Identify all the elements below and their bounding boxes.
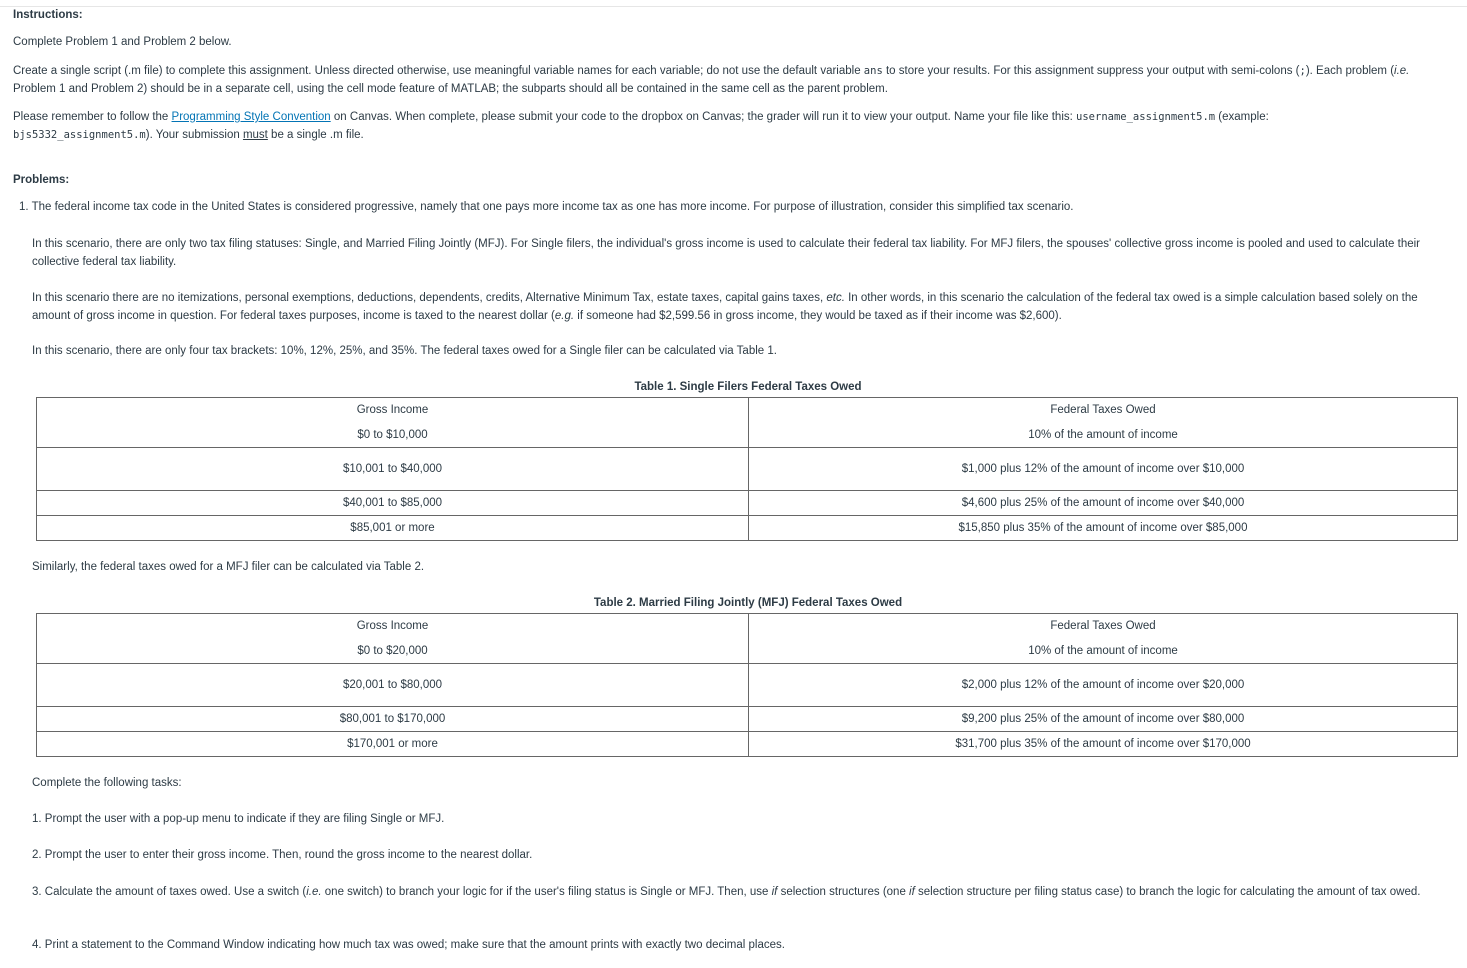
- table-cell: 10% of the amount of income: [749, 423, 1458, 448]
- table-cell: $4,600 plus 25% of the amount of income over $40,000: [749, 491, 1458, 516]
- column-header: Gross Income: [37, 614, 749, 639]
- task-4: 4. Print a statement to the Command Window indicating how much tax was owed; make sure that the amount prints with exactly two decimal places.: [32, 939, 785, 951]
- table-cell: $85,001 or more: [37, 516, 749, 541]
- instructions-paragraph-script: Create a single script (.m file) to complete this assignment. Unless directed otherwise, use meaningful variable names for each variable; do not use the default variable ans to store your results. For this assignment suppress your output with semi-colons (;). Each problem (i.e. Problem 1 and Problem 2) should be in a separate cell, using the cell mode feature of MATLAB; the subparts should all be contained in the same cell as the parent problem.: [13, 65, 1410, 95]
- paragraph-no-itemizations: In this scenario there are no itemizations, personal exemptions, deductions, dependents, credits, Alternative Minimum Tax, estate taxes, capital gains taxes, etc. In other words, in this scenario the calculation of the federal tax owed is a simple calculation based solely on the amount of gross income in question. For federal taxes purposes, income is taxed to the nearest dollar (e.g. if someone had $2,599.56 in gross income, they would be taxed as if their income was $2,600).: [32, 292, 1418, 322]
- table-row: [37, 516, 1458, 541]
- instructions-intro: Complete Problem 1 and Problem 2 below.: [13, 36, 232, 48]
- table-row: [37, 448, 1458, 491]
- top-divider: [0, 0, 1467, 7]
- tasks-heading: Complete the following tasks:: [32, 777, 182, 789]
- table-header-row: [37, 398, 1458, 423]
- column-header: Gross Income: [37, 398, 749, 423]
- table-row: [37, 732, 1458, 757]
- task-1: 1. Prompt the user with a pop-up menu to indicate if they are filing Single or MFJ.: [32, 813, 445, 825]
- table-cell: $31,700 plus 35% of the amount of income over $170,000: [749, 732, 1458, 757]
- table-cell: $2,000 plus 12% of the amount of income over $20,000: [749, 664, 1458, 707]
- table-cell: $20,001 to $80,000: [37, 664, 749, 707]
- table-mfj-filers: [36, 613, 1458, 757]
- style-convention-link[interactable]: Programming Style Convention: [171, 111, 331, 123]
- paragraph-similarly: Similarly, the federal taxes owed for a MFJ filer can be calculated via Table 2.: [32, 561, 425, 573]
- table-cell: $80,001 to $170,000: [37, 707, 749, 732]
- table-row: [37, 664, 1458, 707]
- instructions-heading: Instructions:: [13, 9, 83, 21]
- table-cell: $1,000 plus 12% of the amount of income over $10,000: [749, 448, 1458, 491]
- table-cell: $40,001 to $85,000: [37, 491, 749, 516]
- table-cell: $170,001 or more: [37, 732, 749, 757]
- table-cell: $10,001 to $40,000: [37, 448, 749, 491]
- table-cell: $0 to $10,000: [37, 423, 749, 448]
- code-semicolon: ;: [1299, 65, 1306, 77]
- problems-heading: Problems:: [13, 174, 70, 186]
- table-2-caption: Table 2. Married Filing Jointly (MFJ) Federal Taxes Owed: [593, 597, 903, 609]
- paragraph-tax-brackets: In this scenario, there are only four tax brackets: 10%, 12%, 25%, and 35%. The federal taxes owed for a Single filer can be calculated via Table 1.: [32, 345, 777, 357]
- table-cell: $15,850 plus 35% of the amount of income over $85,000: [749, 516, 1458, 541]
- task-3: 3. Calculate the amount of taxes owed. Use a switch (i.e. one switch) to branch your logic for if the user's filing status is Single or MFJ. Then, use if selection structures (one if selection structure per filing status case) to branch the logic for calculating the amount of tax owed.: [32, 886, 1421, 898]
- task-2: 2. Prompt the user to enter their gross income. Then, round the gross income to the nearest dollar.: [32, 849, 533, 861]
- table-row: [37, 639, 1458, 664]
- table-cell: $9,200 plus 25% of the amount of income over $80,000: [749, 707, 1458, 732]
- column-header: Federal Taxes Owed: [749, 398, 1458, 423]
- paragraph-filing-statuses: In this scenario, there are only two tax filing statuses: Single, and Married Filing Jointly (MFJ). For Single filers, the individual's gross income is used to calculate their federal tax liability. For MFJ filers, the spouses' collective gross income is pooled and used to calculate their collective federal tax liability.: [32, 238, 1420, 268]
- instructions-paragraph-submission: Please remember to follow the Programming Style Convention on Canvas. When complete, please submit your code to the dropbox on Canvas; the grader will run it to view your output. Name your file like this: username_assignment5.m (example: bjs5332_assignment5.m). Your submission must be a single .m file.: [13, 111, 1269, 141]
- column-header: Federal Taxes Owed: [749, 614, 1458, 639]
- table-row: [37, 423, 1458, 448]
- table-header-row: [37, 614, 1458, 639]
- table-1-caption: Table 1. Single Filers Federal Taxes Owed: [634, 381, 862, 393]
- table-single-filers: [36, 397, 1458, 541]
- code-filename: username_assignment5.m: [1076, 111, 1216, 123]
- code-example: bjs5332_assignment5.m: [13, 129, 146, 141]
- code-ans: ans: [863, 65, 883, 77]
- table-row: [37, 707, 1458, 732]
- problem-1-intro: 1. The federal income tax code in the United States is considered progressive, namely that one pays more income tax as one has more income. For purpose of illustration, consider this simplified tax scenario.: [19, 201, 1074, 213]
- table-cell: $0 to $20,000: [37, 639, 749, 664]
- table-row: [37, 491, 1458, 516]
- table-cell: 10% of the amount of income: [749, 639, 1458, 664]
